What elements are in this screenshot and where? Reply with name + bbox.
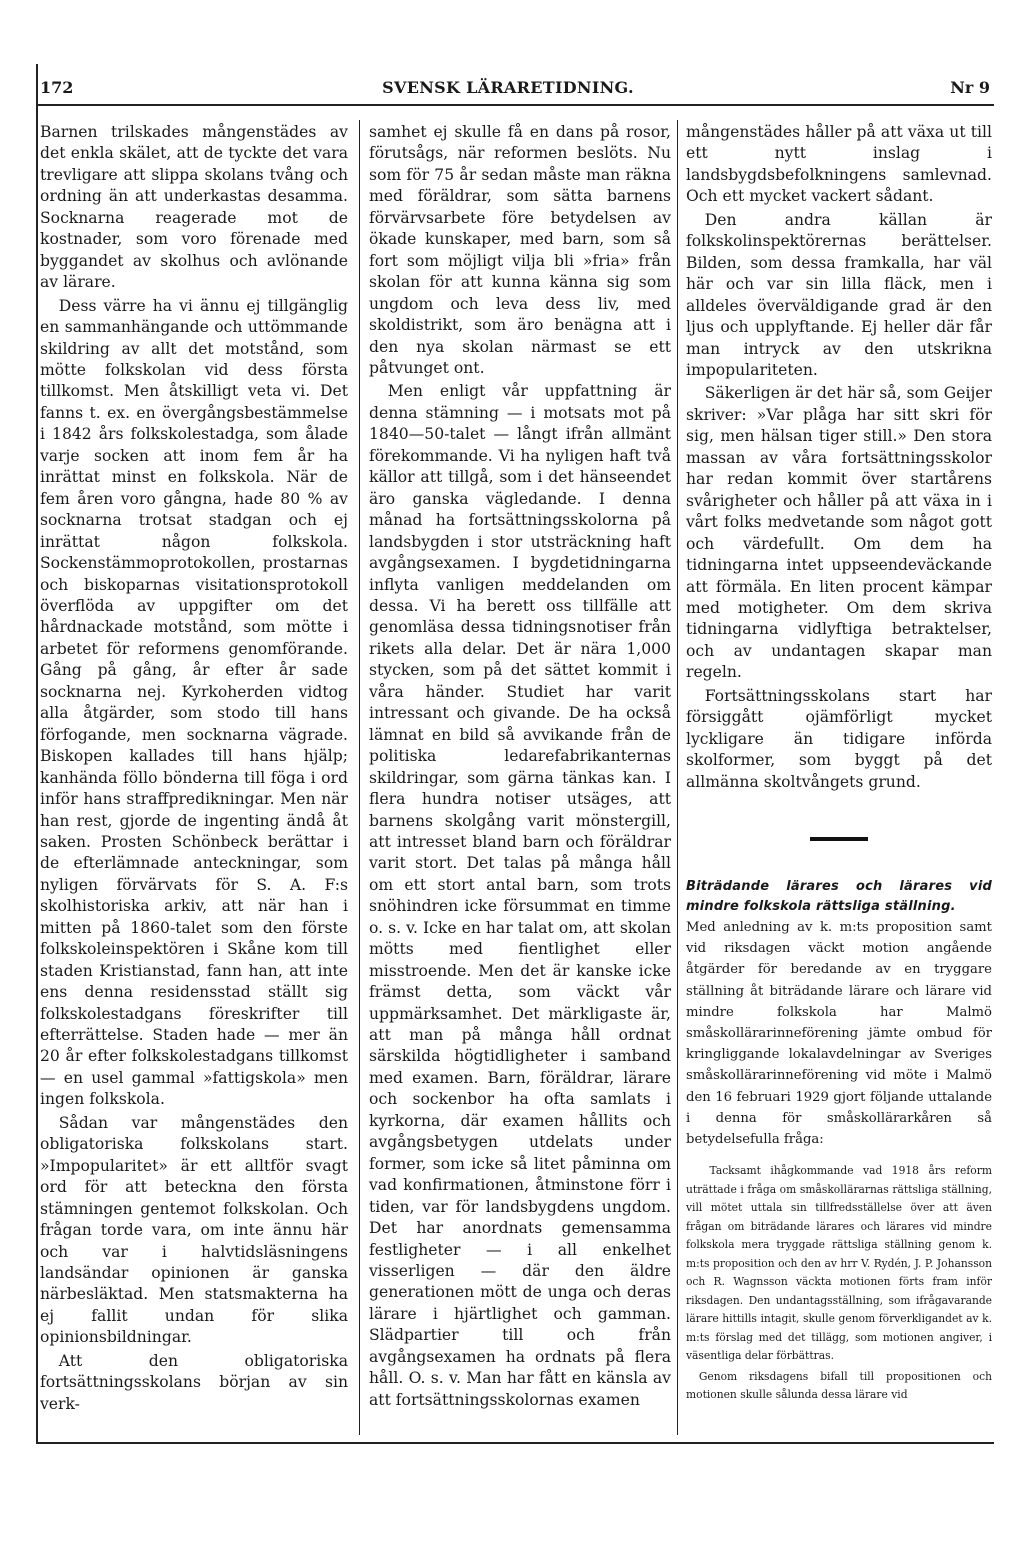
page-number: 172 (40, 78, 74, 97)
column-rule-1 (359, 120, 360, 1435)
paragraph: Säkerligen är det här så, som Geijer skriver: »Var plåga har sitt skri för sig, men hälsan tiger still.» Den stora massan av våra fortsättningsskolor har redan kommit över startårens svårigheter och håller på att växa in i vårt folks medvetande som något gott och värdefullt. Om dem ha tidningarna intet uppseendeväckande att förmäla. En liten procent kämpar med motigheter. Om dem skriva tidningarna vidlyftiga betraktelser, och av undantagen skapar man regeln. (686, 384, 992, 682)
statement-paragraph: Genom riksdagens bifall till propositionen och motionen skulle sålunda dessa lärare vid (686, 1369, 992, 1402)
journal-title: SVENSK LÄRARETIDNING. (382, 78, 634, 97)
issue-number: Nr 9 (950, 78, 990, 97)
column-3 (686, 122, 992, 1405)
column-2 (369, 122, 671, 1411)
paragraph: Barnen trilskades mångenstädes av det enkla skälet, att de tyckte det vara trevligare att slippa skolans tvång och ordning än att underkastas desamma. Socknarna reagerade mot de kostnader, som voro förenade med byggandet av skolhus och avlönande av lärare. (40, 123, 348, 292)
column-1 (40, 122, 348, 1415)
section-divider (810, 837, 868, 841)
paragraph: Fortsättningsskolans start har försiggått ojämförligt mycket lyckligare än tidigare införda skolformer, som byggt på det allmänna skoltvångets grund. (686, 686, 992, 791)
paragraph: Sådan var mångenstädes den obligatoriska folkskolans start. »Impopularitet» är ett alltför svagt ord för att beteckna den första stämningen gentemot folkskolan. Och frågan torde vara, om inte ännu här och var i halvtidsläsningens landsändar opinionen är ganska närbesläktad. Men statsmakterna ha ej fallit undan för slika opinionsbildningar. (40, 1113, 348, 1347)
article-lead: Med anledning av k. m:ts proposition samt vid riksdagen väckt motion angående åtgärder för beredande av en tryggare ställning åt biträdande lärare och lärare vid mindre folkskola har Malmö småskollärarinneförening jämte ombud för kringliggande lokalavdelningar av Sveriges småskollärarinneförening vid möte i Malmö den 16 februari 1929 gjort följande uttalande i denna för småskollärarkåren så betydelsefulla fråga: (686, 920, 992, 1148)
paragraph: Dess värre ha vi ännu ej tillgänglig en sammanhängande och uttömmande skildring av allt det motstånd, som mötte folkskolan vid dess första tillkomst. Men åtskilligt veta vi. Det fanns t. ex. en övergångsbestämmelse i 1842 års folkskolestadga, som ålade varje socken att inom fem år ha inrättat minst en folkskola. När de fem åren voro gångna, hade 80 % av socknarna trotsat stadgan och ej inrättat någon folkskola. Sockenstämmoprotokollen, prostarnas och biskoparnas visitationsprotokoll överflöda av uppgifter om det hårdnackade motstånd, som mötte i arbetet för reformens genomförande. Gång på gång, år efter år sade socknarna nej. Kyrkoherden vidtog alla åtgärder, som stodo till hans förfogande, men socknarna vägrade. Biskopen kallades till hans hjälp; kanhända föllo bönderna till föga i ord inför hans straffpredikningar. Men när han rest, gjorde de ingenting ändå åt saken. Prosten Schönbeck berättar i de efterlämnade anteckningar, som nyligen förvärvats för S. A. F:s skolhistoriska arkiv, att när han i mitten på 1860-talet som den förste folkskoleinspektören i Skåne kom till staden Kristianstad, fann han, att inte ens denna residensstad ställt sig folkskolestadgans föreskrifter till efterrättelse. Staden hade — mer än 20 år efter folkskolestadgans tillkomst — en usel gammal »fattigskola» men ingen folkskola. (40, 296, 348, 1109)
paragraph: samhet ej skulle få en dans på rosor, förutsågs, när reformen beslöts. Nu som för 75 år sedan måste man räkna med föräldrar, som sätta barnens förvärvsarbete före betydelsen av ökade kunskaper, med barn, som så fort som möjligt vilja bli »fria» från skolan för att kunna känna sig som ungdom och leva dess liv, med skoldistrikt, som äro benägna att i den nya skolan närmast se ett påtvunget ont. (369, 123, 671, 377)
paragraph: Men enligt vår uppfattning är denna stämning — i motsats mot på 1840—50-talet — långt ifrån allmänt förekommande. Vi ha nyligen haft två källor att tillgå, som i det hänseendet äro ganska vägledande. I denna månad ha fortsättningsskolorna på landsbygden i stor utsträckning haft avgångsexamen. I bygdetidningarna inflyta vanligen meddelanden om dessa. Vi ha berett oss tillfälle att genomläsa dessa tidningsnotiser från rikets alla delar. Det är nära 1,000 stycken, som på det sättet kommit i våra händer. Studiet har varit intressant och givande. De ha också lämnat en bild så avvikande från de politiska ledarefabrikanternas skildringar, som gärna tänkas kan. I flera hundra notiser utsäges, att barnens skolgång varit mönstergill, att intresset bland barn och föräldrar varit stort. Det talas på många håll om ett stort antal barn, som trots snöhindren icke försummat en timme o. s. v. Icke en har talat om, att skolan mötts med fientlighet eller misstroende. Men det är kanske icke främst detta, som väckt vår uppmärksamhet. Det märkligaste är, att man på många håll ordnat särskilda högtidligheter i samband med examen. Barn, föräldrar, lärare och sockenbor ha ofta samlats i kyrkorna, där examen hållits och avgångsbetygen utdelats under former, som icke så litet påminna om vad konfirmationen, åtminstone förr i tiden, var för landsbygdens ungdom. Det har anordnats gemensamma festligheter — i all enkelhet visserligen — där den äldre generationen mött de unga och deras lärare i hjärtlighet och gamman. Slädpartier till och från avgångsexamen ha ordnats på flera håll. O. s. v. Man har fått en känsla av att fortsättningsskolornas examen (369, 382, 671, 1409)
paragraph: mångenstädes håller på att växa ut till ett nytt inslag i landsbygdsbefolkningens samlevnad. Och ett mycket vackert sådant. (686, 123, 992, 206)
paragraph: Den andra källan är folkskolinspektörernas berättelser. Bilden, som dessa framkalla, har väl här och var sin lilla fläck, men i alldeles överväldigande grad är den ljus och upplyftande. Ej heller där får man intryck av den utskrikna impopulariteten. (686, 210, 992, 379)
header-rule (36, 104, 994, 106)
statement-paragraph: Tacksamt ihågkommande vad 1918 års reform uträttade i fråga om småskollärarnas rättsliga ställning, vill mötet uttala sin tillfredsställelse över att även frågan om biträdande lärares och lärares vid mindre folkskola mera tryggade rättsliga ställning genom k. m:ts proposition och den av hrr V. Rydén, J. P. Johansson och R. Wagnsson väckta motionen förts fram inför riksdagen. Den undantagsställning, som ifrågavarande lärare hittills intagit, skulle genom förverkligandet av k. m:ts förslag med det tillägg, som motionen angiver, i väsentliga delar förbättras. (686, 1164, 992, 1363)
left-margin-rule (36, 64, 38, 1444)
bottom-rule (36, 1442, 994, 1444)
column-rule-2 (677, 120, 678, 1435)
paragraph: Att den obligatoriska fortsättningsskolans början av sin verk- (40, 1351, 348, 1413)
article-title: Biträdande lärares och lärares vid mindre folkskola rättsliga ställning. (686, 879, 992, 915)
